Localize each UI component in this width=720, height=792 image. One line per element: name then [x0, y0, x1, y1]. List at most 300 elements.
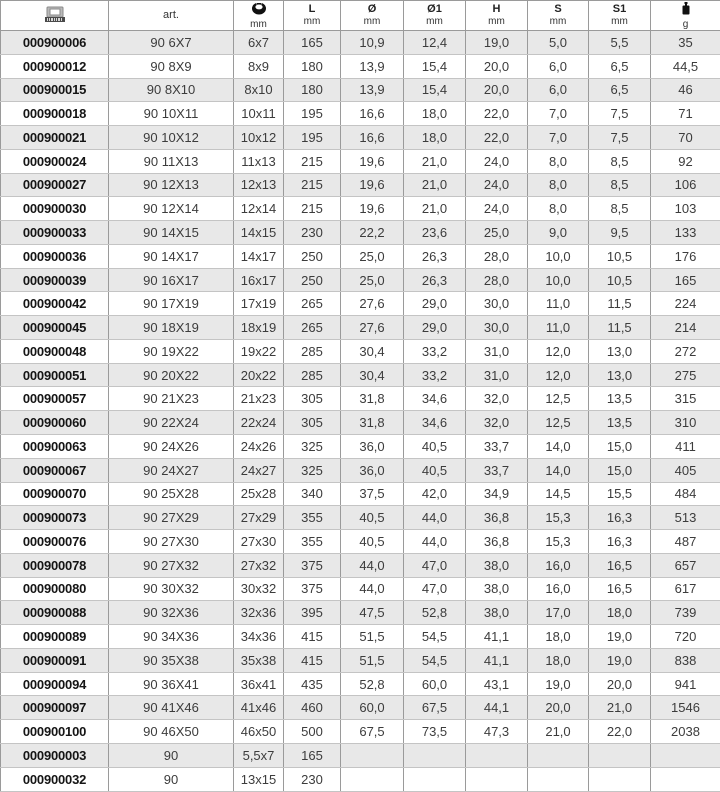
- cell-s1: 15,0: [589, 435, 651, 459]
- cell-length: 215: [284, 197, 341, 221]
- cell-diameter: 52,8: [341, 672, 404, 696]
- column-header-label: H: [493, 4, 501, 15]
- table-header: [1, 1, 720, 31]
- cell-diameter: 30,4: [341, 339, 404, 363]
- cell-s: 11,0: [528, 292, 589, 316]
- cell-diameter: 16,6: [341, 102, 404, 126]
- cell-diameter: [341, 767, 404, 791]
- cell-diameter: 67,5: [341, 720, 404, 744]
- cell-article: 000900100: [1, 720, 109, 744]
- cell-diameter: 27,6: [341, 316, 404, 340]
- column-header-unit: mm: [550, 16, 567, 27]
- cell-length: 305: [284, 387, 341, 411]
- column-header-diameter: [341, 1, 404, 31]
- table-row: [1, 244, 720, 268]
- cell-s: 7,0: [528, 126, 589, 150]
- cell-article: 000900089: [1, 625, 109, 649]
- cell-article: 000900076: [1, 530, 109, 554]
- cell-length: 265: [284, 292, 341, 316]
- cell-size: 11x13: [234, 149, 284, 173]
- cell-length: 325: [284, 458, 341, 482]
- cell-length: 375: [284, 553, 341, 577]
- cell-article: 000900006: [1, 31, 109, 55]
- column-header-weight: [651, 1, 720, 31]
- table-row: [1, 54, 720, 78]
- cell-diameter1: 52,8: [404, 601, 466, 625]
- cell-art: 90 17X19: [109, 292, 234, 316]
- cell-art: 90 32X36: [109, 601, 234, 625]
- cell-article: 000900051: [1, 363, 109, 387]
- cell-s: 10,0: [528, 244, 589, 268]
- cell-article: 000900080: [1, 577, 109, 601]
- cell-diameter1: 12,4: [404, 31, 466, 55]
- cell-art: 90 21X23: [109, 387, 234, 411]
- cell-length: 500: [284, 720, 341, 744]
- cell-s1: 10,5: [589, 268, 651, 292]
- cell-diameter: 36,0: [341, 458, 404, 482]
- cell-diameter1: 60,0: [404, 672, 466, 696]
- table-row: [1, 78, 720, 102]
- table-row: [1, 387, 720, 411]
- column-header-unit: mm: [426, 16, 443, 27]
- cell-height: 38,0: [466, 553, 528, 577]
- cell-size: 24x27: [234, 458, 284, 482]
- cell-s1: 19,0: [589, 648, 651, 672]
- barcode-icon: [43, 6, 67, 26]
- cell-diameter1: 21,0: [404, 149, 466, 173]
- cell-diameter1: 54,5: [404, 625, 466, 649]
- cell-art: 90 46X50: [109, 720, 234, 744]
- cell-size: 12x13: [234, 173, 284, 197]
- cell-diameter1: 47,0: [404, 553, 466, 577]
- cell-size: 35x38: [234, 648, 284, 672]
- cell-height: 36,8: [466, 530, 528, 554]
- table-row: [1, 577, 720, 601]
- cell-s1: 10,5: [589, 244, 651, 268]
- cell-art: 90: [109, 743, 234, 767]
- cell-size: 24x26: [234, 435, 284, 459]
- table-row: [1, 553, 720, 577]
- cell-s1: 19,0: [589, 625, 651, 649]
- column-header-diameter1: [404, 1, 466, 31]
- cell-height: 28,0: [466, 244, 528, 268]
- table-row: [1, 31, 720, 55]
- cell-s1: 21,0: [589, 696, 651, 720]
- cell-diameter: 47,5: [341, 601, 404, 625]
- cell-art: 90 12X13: [109, 173, 234, 197]
- table-row: [1, 411, 720, 435]
- cell-article: 000900012: [1, 54, 109, 78]
- table-row: [1, 268, 720, 292]
- cell-s1: 22,0: [589, 720, 651, 744]
- table-row: [1, 149, 720, 173]
- cell-art: 90 14X15: [109, 221, 234, 245]
- cell-height: 31,0: [466, 339, 528, 363]
- cell-art: 90 24X27: [109, 458, 234, 482]
- cell-s: 10,0: [528, 268, 589, 292]
- cell-article: 000900033: [1, 221, 109, 245]
- cell-diameter: 19,6: [341, 197, 404, 221]
- cell-length: 195: [284, 126, 341, 150]
- cell-size: 16x17: [234, 268, 284, 292]
- cell-length: 375: [284, 577, 341, 601]
- cell-height: 44,1: [466, 696, 528, 720]
- column-header-label: S1: [613, 4, 626, 15]
- cell-weight: 838: [651, 648, 720, 672]
- cell-weight: 2038: [651, 720, 720, 744]
- table-row: [1, 767, 720, 791]
- cell-weight: 310: [651, 411, 720, 435]
- column-header-unit: mm: [488, 16, 505, 27]
- cell-size: 27x29: [234, 506, 284, 530]
- cell-diameter: 60,0: [341, 696, 404, 720]
- table-row: [1, 363, 720, 387]
- cell-diameter1: 18,0: [404, 126, 466, 150]
- cell-diameter: 27,6: [341, 292, 404, 316]
- cell-size: 20x22: [234, 363, 284, 387]
- column-header-s: [528, 1, 589, 31]
- cell-s: 9,0: [528, 221, 589, 245]
- cell-size: 22x24: [234, 411, 284, 435]
- cell-size: 10x12: [234, 126, 284, 150]
- cell-diameter1: 18,0: [404, 102, 466, 126]
- column-header-label: art.: [163, 9, 179, 21]
- cell-weight: 165: [651, 268, 720, 292]
- cell-diameter: 40,5: [341, 530, 404, 554]
- cell-length: 395: [284, 601, 341, 625]
- cell-diameter1: 40,5: [404, 458, 466, 482]
- cell-weight: 272: [651, 339, 720, 363]
- cell-art: 90 25X28: [109, 482, 234, 506]
- cell-size: 25x28: [234, 482, 284, 506]
- cell-size: 14x15: [234, 221, 284, 245]
- cell-size: 12x14: [234, 197, 284, 221]
- cell-diameter1: 29,0: [404, 292, 466, 316]
- cell-art: 90 14X17: [109, 244, 234, 268]
- cell-diameter: 13,9: [341, 54, 404, 78]
- cell-weight: 71: [651, 102, 720, 126]
- table-body: [1, 31, 720, 792]
- cell-diameter1: 15,4: [404, 54, 466, 78]
- cell-height: 20,0: [466, 54, 528, 78]
- table-row: [1, 720, 720, 744]
- cell-height: 25,0: [466, 221, 528, 245]
- cell-article: 000900063: [1, 435, 109, 459]
- cell-article: 000900070: [1, 482, 109, 506]
- cell-s1: 7,5: [589, 102, 651, 126]
- cell-s: 6,0: [528, 54, 589, 78]
- cell-length: 230: [284, 221, 341, 245]
- cell-art: 90 10X12: [109, 126, 234, 150]
- cell-s1: 16,3: [589, 530, 651, 554]
- cell-article: 000900021: [1, 126, 109, 150]
- cell-s: 18,0: [528, 625, 589, 649]
- cell-art: 90 35X38: [109, 648, 234, 672]
- cell-s: 16,0: [528, 577, 589, 601]
- cell-length: 415: [284, 625, 341, 649]
- cell-length: 165: [284, 743, 341, 767]
- column-header-art: [109, 1, 234, 31]
- cell-s1: 18,0: [589, 601, 651, 625]
- cell-s1: 16,3: [589, 506, 651, 530]
- cell-weight: 224: [651, 292, 720, 316]
- cell-article: 000900088: [1, 601, 109, 625]
- cell-art: 90 20X22: [109, 363, 234, 387]
- cell-s1: 20,0: [589, 672, 651, 696]
- cell-art: 90 27X30: [109, 530, 234, 554]
- cell-diameter1: 34,6: [404, 411, 466, 435]
- header-row: [1, 1, 720, 31]
- cell-length: 250: [284, 268, 341, 292]
- cell-article: 000900094: [1, 672, 109, 696]
- cell-weight: 92: [651, 149, 720, 173]
- cell-length: 435: [284, 672, 341, 696]
- table-row: [1, 435, 720, 459]
- cell-diameter1: [404, 767, 466, 791]
- cell-diameter: 31,8: [341, 387, 404, 411]
- cell-size: 13x15: [234, 767, 284, 791]
- cell-diameter: 13,9: [341, 78, 404, 102]
- cell-weight: 484: [651, 482, 720, 506]
- cell-s1: 13,5: [589, 411, 651, 435]
- table-row: [1, 648, 720, 672]
- cell-weight: 617: [651, 577, 720, 601]
- cell-s1: 13,5: [589, 387, 651, 411]
- cell-diameter: 31,8: [341, 411, 404, 435]
- cell-s: 6,0: [528, 78, 589, 102]
- cell-s: 12,0: [528, 363, 589, 387]
- cell-height: 33,7: [466, 458, 528, 482]
- cell-s: 15,3: [528, 506, 589, 530]
- cell-height: 28,0: [466, 268, 528, 292]
- cell-length: 250: [284, 244, 341, 268]
- cell-height: [466, 767, 528, 791]
- cell-s1: 9,5: [589, 221, 651, 245]
- cell-height: 31,0: [466, 363, 528, 387]
- cell-length: 195: [284, 102, 341, 126]
- column-header-article: [1, 1, 109, 31]
- cell-weight: 411: [651, 435, 720, 459]
- cell-size: 14x17: [234, 244, 284, 268]
- cell-weight: 513: [651, 506, 720, 530]
- cell-length: 285: [284, 363, 341, 387]
- cell-size: 46x50: [234, 720, 284, 744]
- cell-diameter1: 33,2: [404, 339, 466, 363]
- cell-height: [466, 743, 528, 767]
- cell-s: 17,0: [528, 601, 589, 625]
- cell-size: 18x19: [234, 316, 284, 340]
- cell-diameter1: 47,0: [404, 577, 466, 601]
- cell-s1: 13,0: [589, 363, 651, 387]
- cell-diameter1: 44,0: [404, 530, 466, 554]
- table-row: [1, 506, 720, 530]
- ring-spanner-icon: [251, 2, 267, 18]
- cell-article: 000900015: [1, 78, 109, 102]
- cell-height: 30,0: [466, 292, 528, 316]
- cell-s: 14,5: [528, 482, 589, 506]
- cell-height: 47,3: [466, 720, 528, 744]
- table-row: [1, 530, 720, 554]
- cell-height: 30,0: [466, 316, 528, 340]
- cell-size: 8x10: [234, 78, 284, 102]
- cell-length: 305: [284, 411, 341, 435]
- cell-weight: 176: [651, 244, 720, 268]
- cell-art: 90 8X9: [109, 54, 234, 78]
- table-row: [1, 126, 720, 150]
- cell-article: 000900067: [1, 458, 109, 482]
- cell-length: 355: [284, 530, 341, 554]
- cell-s: 8,0: [528, 173, 589, 197]
- cell-s: 14,0: [528, 435, 589, 459]
- cell-art: 90 10X11: [109, 102, 234, 126]
- cell-s: 14,0: [528, 458, 589, 482]
- weight-icon: [681, 2, 691, 18]
- cell-height: 38,0: [466, 601, 528, 625]
- cell-diameter: 25,0: [341, 268, 404, 292]
- cell-s: 11,0: [528, 316, 589, 340]
- column-header-unit: mm: [364, 16, 381, 27]
- table-row: [1, 672, 720, 696]
- table-row: [1, 316, 720, 340]
- cell-article: 000900097: [1, 696, 109, 720]
- table-row: [1, 743, 720, 767]
- cell-height: 22,0: [466, 126, 528, 150]
- cell-s: 12,5: [528, 387, 589, 411]
- cell-s: 8,0: [528, 149, 589, 173]
- cell-diameter: 51,5: [341, 625, 404, 649]
- cell-weight: 275: [651, 363, 720, 387]
- column-header-unit: mm: [304, 16, 321, 27]
- cell-article: 000900073: [1, 506, 109, 530]
- cell-diameter1: 26,3: [404, 244, 466, 268]
- cell-s: [528, 743, 589, 767]
- cell-length: 215: [284, 173, 341, 197]
- cell-s1: 13,0: [589, 339, 651, 363]
- cell-s1: [589, 743, 651, 767]
- cell-height: 19,0: [466, 31, 528, 55]
- cell-size: 21x23: [234, 387, 284, 411]
- cell-diameter1: 67,5: [404, 696, 466, 720]
- cell-article: 000900042: [1, 292, 109, 316]
- cell-length: 180: [284, 54, 341, 78]
- cell-diameter: 37,5: [341, 482, 404, 506]
- cell-diameter1: [404, 743, 466, 767]
- table-row: [1, 102, 720, 126]
- cell-s: 19,0: [528, 672, 589, 696]
- cell-art: 90 27X29: [109, 506, 234, 530]
- table-row: [1, 292, 720, 316]
- cell-height: 32,0: [466, 411, 528, 435]
- cell-s: 7,0: [528, 102, 589, 126]
- cell-s1: 16,5: [589, 553, 651, 577]
- cell-art: 90 22X24: [109, 411, 234, 435]
- cell-size: 19x22: [234, 339, 284, 363]
- cell-article: 000900030: [1, 197, 109, 221]
- cell-s1: 11,5: [589, 292, 651, 316]
- cell-size: 27x30: [234, 530, 284, 554]
- cell-height: 24,0: [466, 149, 528, 173]
- cell-weight: 35: [651, 31, 720, 55]
- column-header-label: Ø1: [427, 4, 442, 15]
- cell-diameter: 40,5: [341, 506, 404, 530]
- cell-diameter: 19,6: [341, 149, 404, 173]
- cell-size: 36x41: [234, 672, 284, 696]
- cell-length: 460: [284, 696, 341, 720]
- column-header-label: S: [554, 4, 561, 15]
- cell-diameter: 44,0: [341, 577, 404, 601]
- cell-diameter: 30,4: [341, 363, 404, 387]
- cell-weight: 405: [651, 458, 720, 482]
- cell-diameter1: 40,5: [404, 435, 466, 459]
- cell-art: 90 34X36: [109, 625, 234, 649]
- cell-article: 000900091: [1, 648, 109, 672]
- cell-length: 165: [284, 31, 341, 55]
- cell-weight: 720: [651, 625, 720, 649]
- table-row: [1, 696, 720, 720]
- cell-weight: 106: [651, 173, 720, 197]
- cell-length: 355: [284, 506, 341, 530]
- cell-diameter: 22,2: [341, 221, 404, 245]
- cell-s1: 5,5: [589, 31, 651, 55]
- cell-article: 000900045: [1, 316, 109, 340]
- cell-height: 22,0: [466, 102, 528, 126]
- table-row: [1, 339, 720, 363]
- cell-art: 90 6X7: [109, 31, 234, 55]
- cell-size: 10x11: [234, 102, 284, 126]
- table-row: [1, 221, 720, 245]
- cell-weight: 657: [651, 553, 720, 577]
- cell-weight: 46: [651, 78, 720, 102]
- cell-diameter: 44,0: [341, 553, 404, 577]
- cell-diameter: [341, 743, 404, 767]
- table-row: [1, 601, 720, 625]
- cell-art: 90 30X32: [109, 577, 234, 601]
- cell-weight: 487: [651, 530, 720, 554]
- cell-diameter1: 15,4: [404, 78, 466, 102]
- cell-article: 000900060: [1, 411, 109, 435]
- cell-size: 17x19: [234, 292, 284, 316]
- cell-diameter1: 42,0: [404, 482, 466, 506]
- cell-art: 90 24X26: [109, 435, 234, 459]
- cell-diameter1: 21,0: [404, 173, 466, 197]
- column-header-unit: g: [683, 19, 689, 30]
- cell-s: 5,0: [528, 31, 589, 55]
- cell-diameter1: 23,6: [404, 221, 466, 245]
- cell-article: 000900027: [1, 173, 109, 197]
- cell-s: 15,3: [528, 530, 589, 554]
- cell-diameter1: 33,2: [404, 363, 466, 387]
- column-header-s1: [589, 1, 651, 31]
- cell-s1: 6,5: [589, 54, 651, 78]
- table-row: [1, 458, 720, 482]
- cell-size: 30x32: [234, 577, 284, 601]
- cell-size: 6x7: [234, 31, 284, 55]
- cell-height: 38,0: [466, 577, 528, 601]
- cell-art: 90 27X32: [109, 553, 234, 577]
- cell-s: 12,0: [528, 339, 589, 363]
- cell-weight: 315: [651, 387, 720, 411]
- cell-s1: 8,5: [589, 149, 651, 173]
- cell-size: 34x36: [234, 625, 284, 649]
- cell-diameter1: 29,0: [404, 316, 466, 340]
- cell-s1: 11,5: [589, 316, 651, 340]
- cell-diameter1: 44,0: [404, 506, 466, 530]
- cell-height: 20,0: [466, 78, 528, 102]
- cell-article: 000900039: [1, 268, 109, 292]
- cell-article: 000900036: [1, 244, 109, 268]
- cell-article: 000900018: [1, 102, 109, 126]
- table-row: [1, 482, 720, 506]
